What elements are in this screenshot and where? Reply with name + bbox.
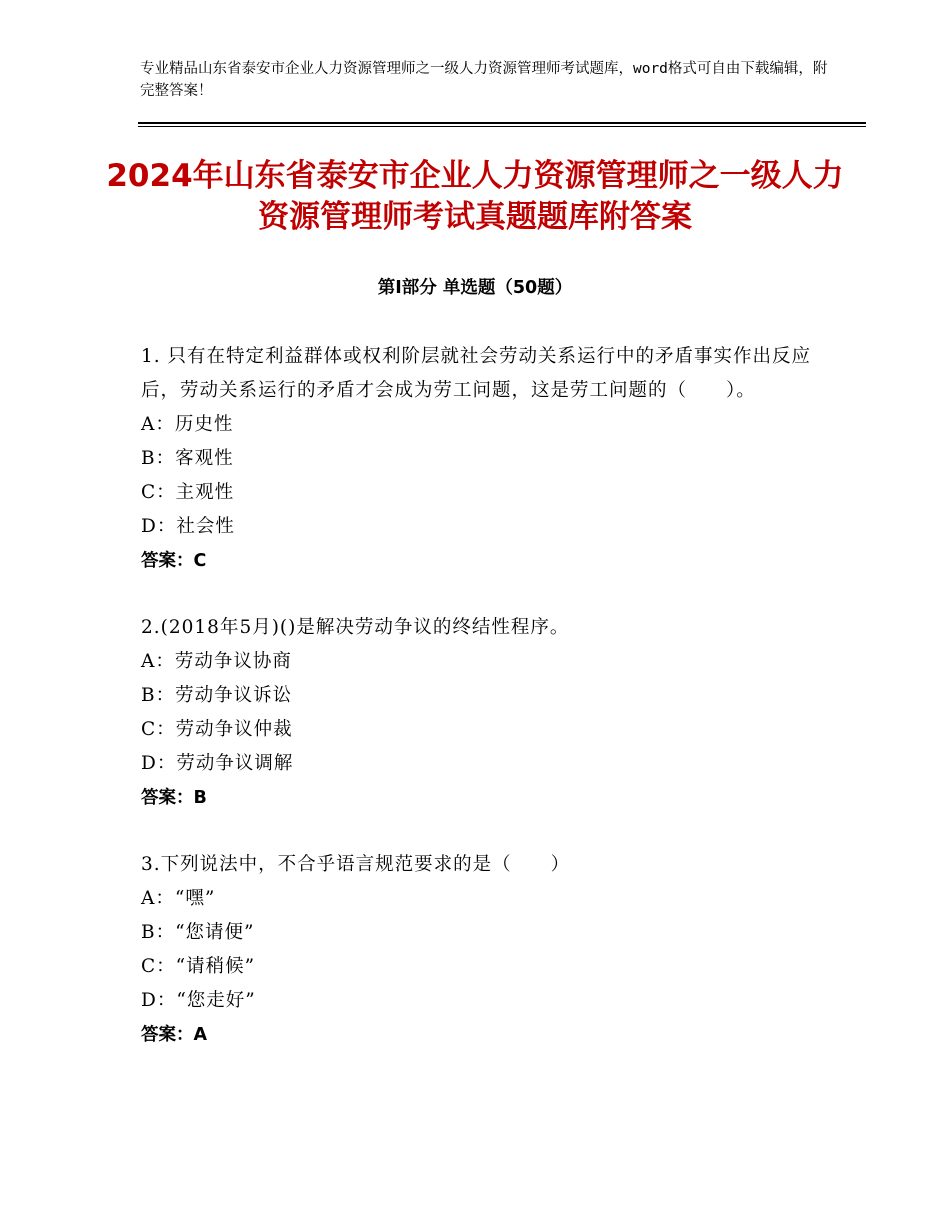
option-a: A：“嘿” bbox=[141, 888, 216, 909]
question-stem: 3.下列说法中，不合乎语言规范要求的是（ ） bbox=[141, 854, 571, 875]
header-note: 专业精品山东省泰安市企业人力资源管理师之一级人力资源管理师考试题库，word格式可自由下载编辑，附完整答案！ bbox=[140, 61, 828, 99]
option-d: D：“您走好” bbox=[141, 990, 256, 1011]
option-a: A：历史性 bbox=[141, 414, 234, 435]
option-b: B：“您请便” bbox=[141, 922, 255, 943]
header-divider-thick bbox=[138, 122, 866, 124]
question-list bbox=[141, 340, 816, 1085]
header-divider-thin bbox=[138, 126, 866, 127]
option-c: C：主观性 bbox=[141, 482, 235, 503]
option-d: D：劳动争议调解 bbox=[141, 753, 294, 774]
question-1 bbox=[141, 340, 816, 578]
answer: 答案：B bbox=[141, 788, 207, 808]
question-3 bbox=[141, 848, 816, 1052]
document-title: 2024年山东省泰安市企业人力资源管理师之一级人力资源管理师考试真题题库附答案 bbox=[106, 158, 844, 235]
question-stem: 2.(2018年5月)()是解决劳动争议的终结性程序。 bbox=[141, 617, 570, 638]
option-b: B：客观性 bbox=[141, 448, 234, 469]
question-2 bbox=[141, 611, 816, 815]
option-a: A：劳动争议协商 bbox=[141, 651, 292, 672]
option-c: C：劳动争议仲裁 bbox=[141, 719, 293, 740]
option-d: D：社会性 bbox=[141, 516, 235, 537]
question-stem: 1. 只有在特定利益群体或权利阶层就社会劳动关系运行中的矛盾事实作出反应后，劳动关系运行的矛盾才会成为劳工问题，这是劳工问题的（ ）。 bbox=[141, 346, 812, 401]
answer: 答案：A bbox=[141, 1025, 208, 1045]
option-b: B：劳动争议诉讼 bbox=[141, 685, 293, 706]
option-c: C：“请稍候” bbox=[141, 956, 256, 977]
answer: 答案：C bbox=[141, 551, 207, 571]
section-title: 第Ⅰ部分 单选题（50题） bbox=[377, 278, 573, 298]
